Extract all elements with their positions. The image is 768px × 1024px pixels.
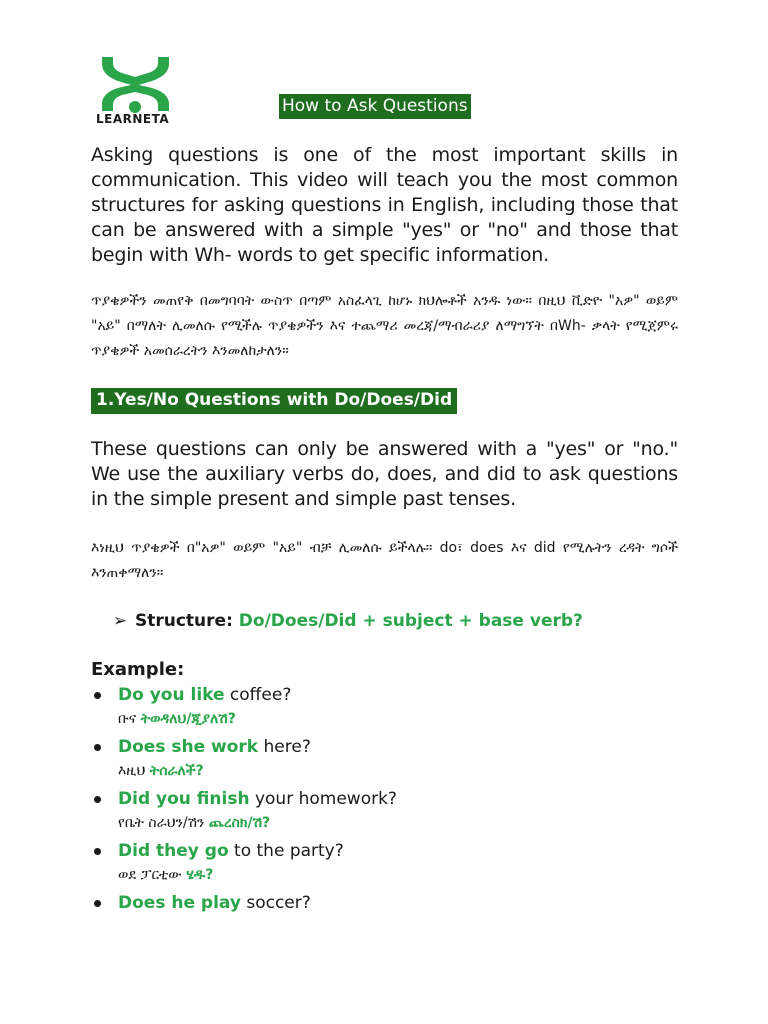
example-amharic	[118, 708, 236, 730]
example-rest: here?	[258, 737, 311, 757]
example-english	[118, 787, 397, 811]
example-amharic	[118, 812, 270, 834]
example-amharic-highlight: ትሰራለች?	[149, 763, 204, 779]
structure-label: Structure:	[135, 611, 233, 631]
bullet-icon	[94, 692, 101, 699]
example-rest: to the party?	[228, 841, 344, 861]
intro-amharic: ጥያቄዎችን መጠየቅ በመግባባት ውስጥ በጣም አስፈላጊ ከሆኑ ክህሎቶች አንዱ ነው። በዚህ ቪድዮ "አዎ" ወይም "አይ" በማለት ሊመለሱ የሚችሉ ጥያቄዎችን እና ተጨማሪ መረጃ/ማብራሪያ ለማግኘት በWh- ቃላት የሚጀምሩ ጥያቄዎች አመሰራረትን እንመለከታለን።	[91, 293, 678, 359]
bullet-icon	[94, 848, 101, 855]
example-english	[118, 891, 311, 915]
arrow-bullet-icon: ➢	[113, 611, 128, 631]
example-rest: coffee?	[224, 685, 292, 705]
example-highlight: Did you finish	[118, 789, 250, 809]
example-amharic-highlight: ሄዱ?	[186, 867, 214, 883]
example-highlight: Do you like	[118, 685, 225, 705]
example-amharic-text: ወደ ፓርቲው	[118, 867, 187, 883]
example-label: Example:	[91, 659, 185, 680]
example-rest: soccer?	[240, 893, 311, 913]
example-english	[118, 839, 344, 863]
example-amharic	[118, 864, 213, 886]
structure-line	[113, 609, 583, 633]
example-amharic-highlight: ትወዳለህ/ጂያለሽ?	[140, 711, 236, 727]
example-english	[118, 735, 311, 759]
example-highlight: Does he play	[118, 893, 241, 913]
structure-formula: Do/Does/Did + subject + base verb?	[238, 611, 583, 631]
example-amharic-text: እዚህ	[118, 763, 150, 779]
bullet-icon	[94, 900, 101, 907]
example-amharic-text: ቡና	[118, 711, 141, 727]
section-description-english: These questions can only be answered with a "yes" or "no." We use the auxiliary verbs do, does, and did to ask questions in the simple present and simple past tenses.	[91, 438, 678, 510]
example-english	[118, 683, 291, 707]
example-rest: your homework?	[249, 789, 397, 809]
example-amharic	[118, 760, 204, 782]
bullet-icon	[94, 744, 101, 751]
intro-english: Asking questions is one of the most important skills in communication. This video will teach you the most common structures for asking questions in English, including those that can be answered with a simple "yes" or "no" and those that begin with Wh- words to get specific information.	[91, 144, 678, 266]
section-heading: 1.Yes/No Questions with Do/Does/Did	[91, 388, 457, 414]
example-highlight: Does she work	[118, 737, 259, 757]
page-title: How to Ask Questions	[279, 94, 471, 119]
section-description-amharic: እነዚህ ጥያቄዎች በ"አዎ" ወይም "አይ" ብቻ ሊመለሱ ይችላሉ። do፣ does እና did የሚሉትን ረዳት ግሶች እንጠቀማለን።	[91, 540, 678, 581]
example-amharic-highlight: ጨረስክ/ሽ?	[208, 815, 271, 831]
bullet-icon	[94, 796, 101, 803]
logo-text: LEARNETA	[96, 112, 170, 126]
example-amharic-text: የቤት ስራህን/ሽን	[118, 815, 209, 831]
example-highlight: Did they go	[118, 841, 229, 861]
